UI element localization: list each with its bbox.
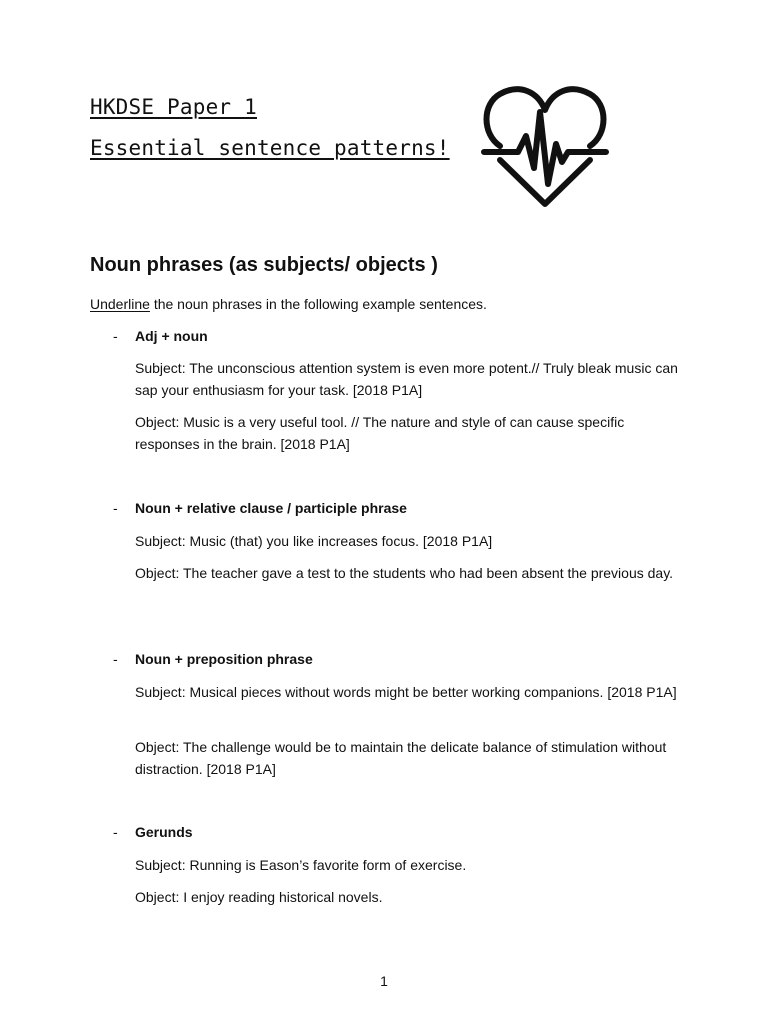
bullet-dash: - (113, 651, 118, 667)
example-subject: Subject: Musical pieces without words might be better working companions. [2018 P1A] (135, 684, 677, 700)
example-subject: Subject: Music (that) you like increases focus. [2018 P1A] (135, 533, 493, 549)
bullet-dash: - (113, 328, 118, 344)
example-object: Object: The challenge would be to maintain the delicate balance of stimulation without distraction. [2018 P1A] (135, 739, 667, 777)
example-subject: Subject: The unconscious attention system is even more potent.// Truly bleak music can sap your enthusiasm for your task. [2018 P1A] (135, 360, 678, 398)
example-object: Object: Music is a very useful tool. // The nature and style of can cause specific responses in the brain. [2018 P1A] (135, 414, 625, 452)
bullet-label: Noun + relative clause / participle phrase (135, 500, 407, 516)
document-title-line-1: HKDSE Paper 1 (90, 95, 257, 119)
bullet-label: Noun + preposition phrase (135, 651, 313, 667)
example-subject: Subject: Running is Eason’s favorite form of exercise. (135, 857, 467, 873)
section-heading: Noun phrases (as subjects/ objects ) (90, 254, 438, 276)
instruction-text (90, 294, 487, 314)
page-number: 1 (380, 973, 388, 989)
bullet-dash: - (113, 500, 118, 516)
example-object: Object: The teacher gave a test to the students who had been absent the previous day. (135, 565, 674, 581)
bullet-label: Gerunds (135, 824, 193, 840)
example-object: Object: I enjoy reading historical novels. (135, 889, 383, 905)
document-title-line-2: Essential sentence patterns! (90, 136, 450, 160)
bullet-label: Adj + noun (135, 328, 208, 344)
heartbeat-heart-icon (478, 84, 612, 210)
bullet-dash: - (113, 824, 118, 840)
instruction-underlined-word: Underline (90, 296, 150, 312)
instruction-rest: the noun phrases in the following example sentences. (149, 296, 487, 312)
